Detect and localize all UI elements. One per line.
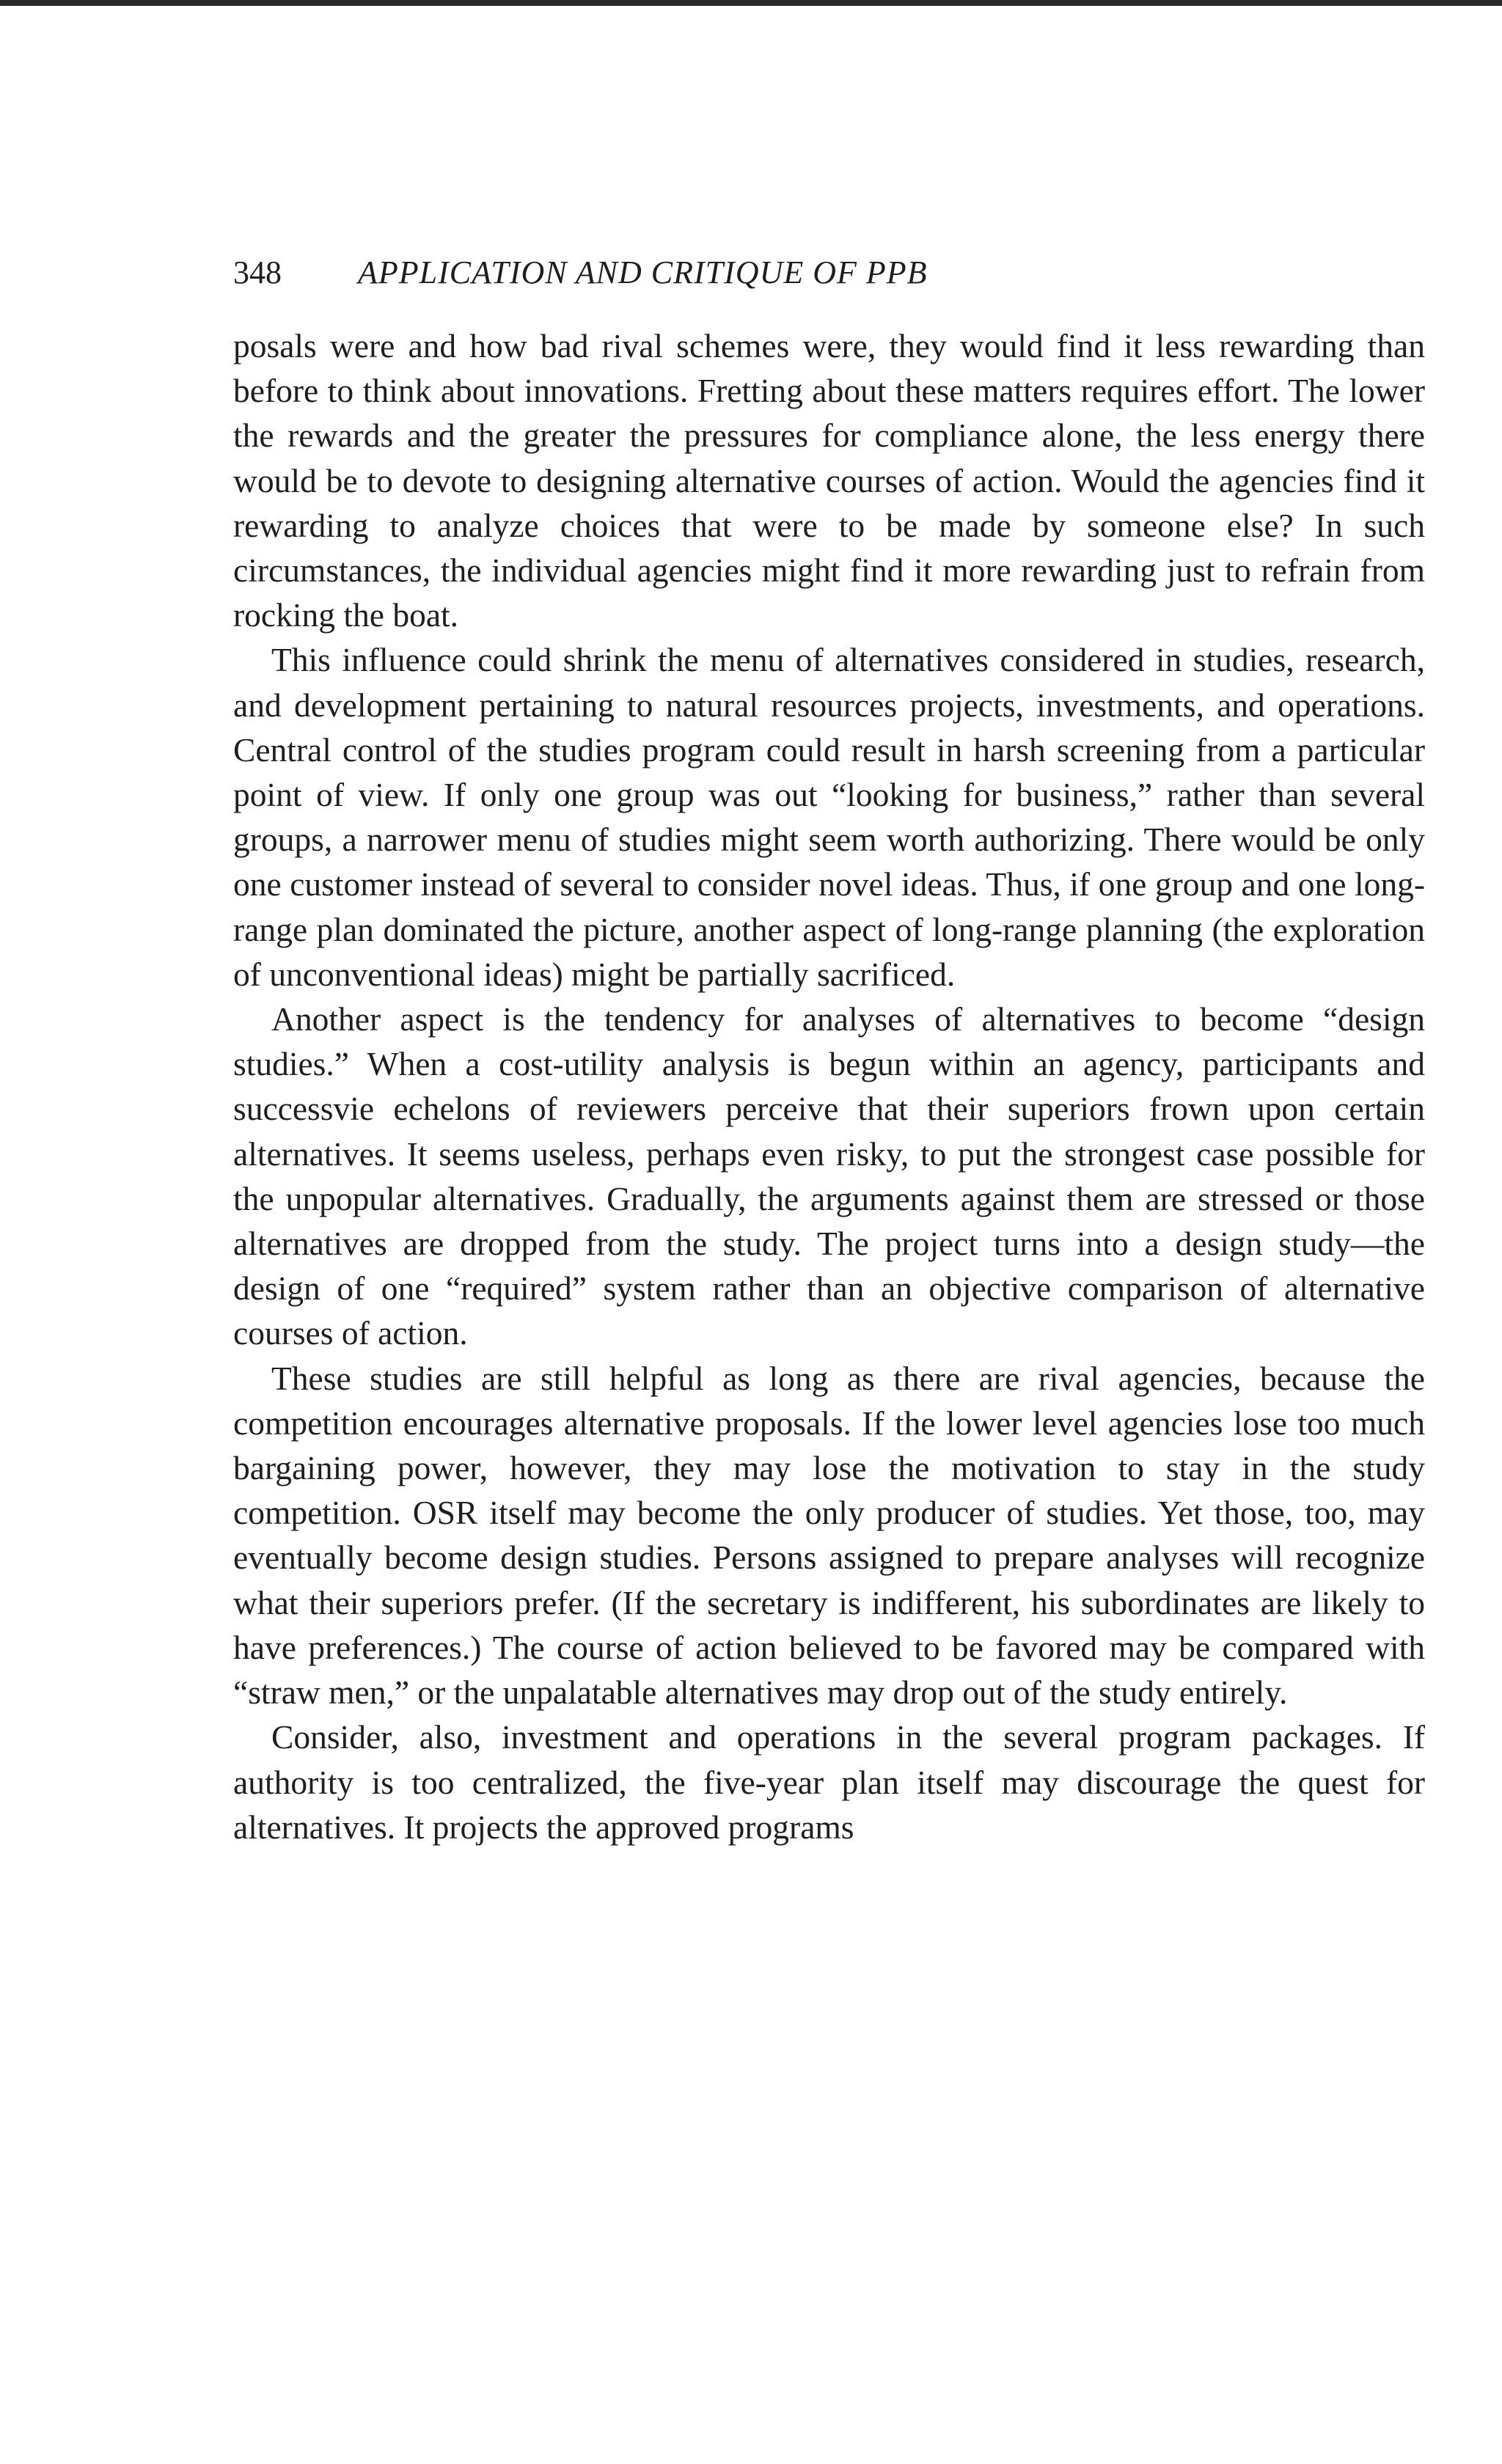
page-header (233, 251, 1425, 295)
page-number: 348 (233, 254, 282, 290)
paragraph: This influence could shrink the menu of alternatives considered in studies, research, and development pertaining to natural resources projects, investments, and operations. Central control of the studies program could result in harsh screening from a particular point of view. If only one group was out “looking for business,” rather than several groups, a narrower menu of studies might seem worth authorizing. There would be only one customer instead of several to consider novel ideas. Thus, if one group and one long-range plan dominated the picture, another aspect of long-range planning (the exploration of unconventional ideas) might be partially sacrificed. (233, 641, 1425, 993)
paragraph-continued: posals were and how bad rival schemes were, they would find it less rewarding than before to think about innovations. Fretting about these matters requires effort. The lower the rewards and the greater the pressures for compliance alone, the less energy there would be to devote to designing alternative courses of action. Would the agencies find it rewarding to analyze choices that were to be made by someone else? In such circumstances, the individual agencies might find it more rewarding just to refrain from rocking the boat. (233, 327, 1425, 634)
paragraph: Another aspect is the tendency for analyses of alternatives to become “design studies.” When a cost-utility analysis is begun within an agency, participants and successvie echelons of reviewers perceive that their superiors frown upon certain alternatives. It seems useless, perhaps even risky, to put the strongest case possible for the unpopular alternatives. Gradually, the arguments against them are stressed or those alternatives are dropped from the study. The project turns into a design study—the design of one “required” system rather than an objective comparison of alternative courses of action. (233, 1000, 1425, 1352)
paragraph: These studies are still helpful as long as there are rival agencies, because the competition encourages alternative proposals. If the lower level agencies lose too much bargaining power, however, they may lose the motivation to stay in the study competition. OSR itself may become the only producer of studies. Yet those, too, may eventually become design studies. Persons assigned to prepare analyses will recognize what their superiors prefer. (If the secretary is indifferent, his subordinates are likely to have preferences.) The course of action believed to be favored may be compared with “straw men,” or the unpalatable alternatives may drop out of the study entirely. (233, 1359, 1425, 1712)
paragraph: Consider, also, investment and operations in the several program packages. If authority is too centralized, the five-year plan itself may discourage the quest for alternatives. It projects the approved programs (233, 1718, 1425, 1846)
body-text (233, 323, 1425, 1849)
running-head: APPLICATION AND CRITIQUE OF PPB (358, 254, 928, 290)
top-border-rule (0, 0, 1502, 6)
